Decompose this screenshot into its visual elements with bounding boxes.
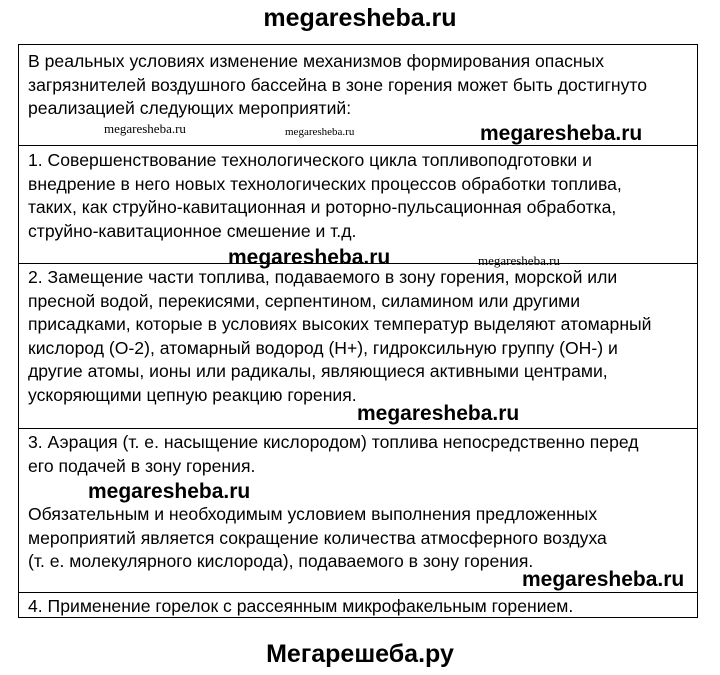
watermark: megaresheba.ru xyxy=(228,246,391,269)
watermark: megaresheba.ru xyxy=(88,480,251,503)
item-2-paragraph: 2. Замещение части топлива, подаваемого в зону горения, морской или пресной водой, перекисями, серпентином, силамином или другими присадками, которые в условиях высоких температур выделяют атомарный кислород (О-2), атомарный водород (Н+), гидроксильную группу (ОН-) и другие атомы, ионы или радикалы, являющиеся активными центрами, ускоряющими цепную реакцию горения. xyxy=(28,267,652,405)
item-4-paragraph: 4. Применение горелок с рассеянным микрофакельным горением. xyxy=(28,596,574,616)
intro-paragraph: В реальных условиях изменение механизмов формирования опасных загрязнителей воздушного бассейна в зоне горения может быть достигнуто реализацией следующих мероприятий: xyxy=(28,51,648,118)
item-1-paragraph: 1. Совершенствование технологического цикла топливоподготовки и внедрение в него новых технологических процессов обработки топлива, таких, как струйно-кавитационная и роторно-пульсационная обработка, струйно-кавитационное смешение и т.д. xyxy=(28,150,622,241)
item-3-paragraph: 3. Аэрация (т. е. насыщение кислородом) топлива непосредственно перед его подачей в зону горения. xyxy=(28,432,639,476)
watermark: megaresheba.ru xyxy=(480,122,643,145)
site-footer: Мегарешеба.ру xyxy=(266,640,454,668)
site-header: megaresheba.ru xyxy=(263,4,457,32)
condition-paragraph: Обязательным и необходимым условием выполнения предложенных мероприятий является сокращение количества атмосферного воздуха (т. е. молекулярного кислорода), подаваемого в зону горения. xyxy=(28,504,607,571)
watermark: megaresheba.ru xyxy=(104,121,186,136)
divider xyxy=(19,428,697,429)
divider xyxy=(19,592,697,593)
watermark: megaresheba.ru xyxy=(357,402,520,425)
watermark: megaresheba.ru xyxy=(522,568,685,591)
watermark: megaresheba.ru xyxy=(285,126,355,138)
watermark: megaresheba.ru xyxy=(478,253,560,268)
